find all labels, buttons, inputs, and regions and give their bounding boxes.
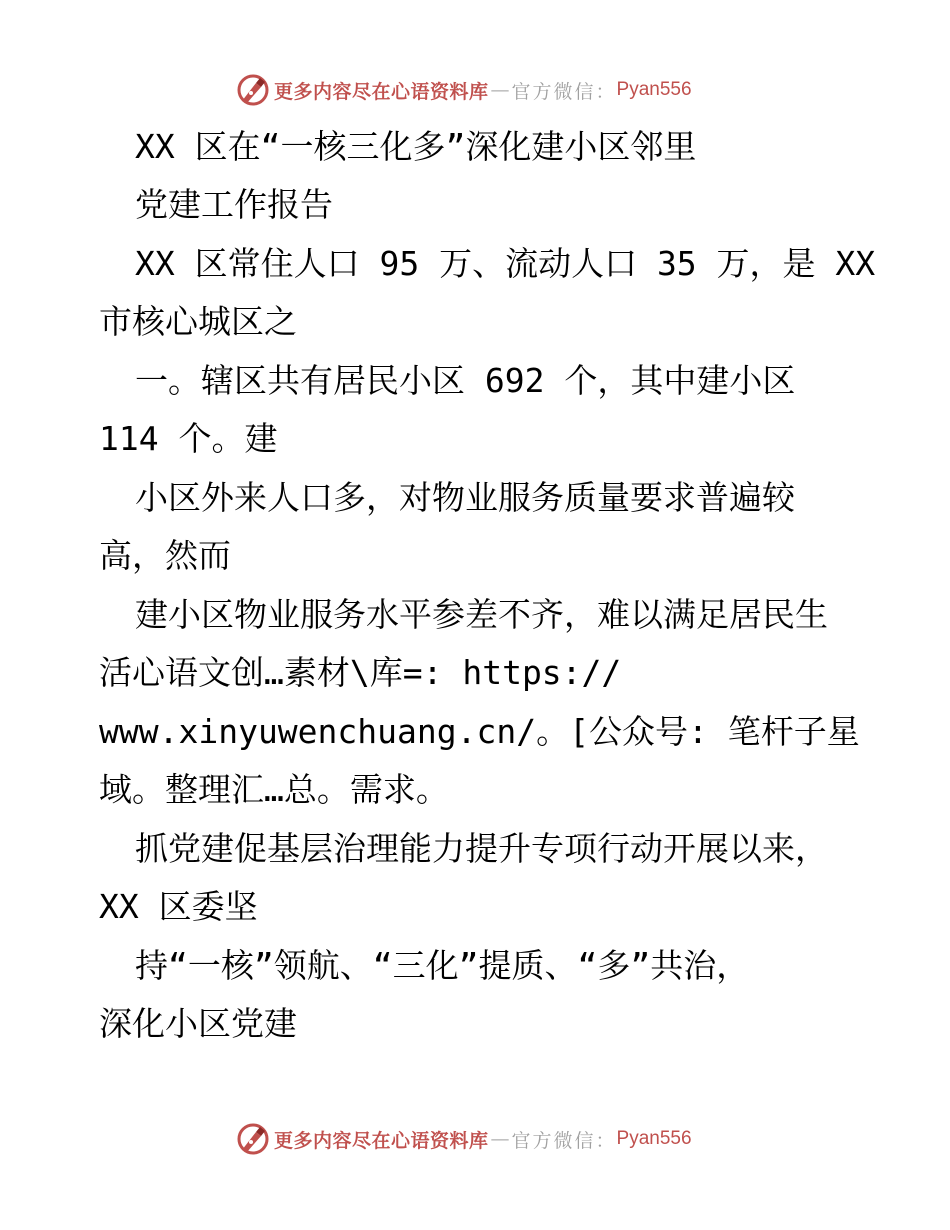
banner-promo-text: 更多内容尽在心语资料库 [274,1129,489,1152]
banner-separator: — [490,79,510,101]
doc-title-line-1: XX 区在“一核三化多”深化建小区邻里 [135,127,697,166]
pen-logo-icon [236,1122,270,1156]
banner-wechat-label: 官方微信： [511,80,617,103]
banner-promo-text: 更多内容尽在心语资料库 [274,80,489,103]
doc-title-line-2: 党建工作报告 [135,185,333,224]
doc-text-line: 114 个。建 [99,419,278,458]
doc-text-line: XX 区常住人口 95 万、流动人口 35 万，是 XX [135,244,876,283]
doc-text-line: 市核心城区之 [99,302,297,341]
doc-text-line: 高，然而 [99,536,231,575]
doc-text-line: 小区外来人口多，对物业服务质量要求普遍较 [135,478,795,517]
banner-wechat-label: 官方微信： [511,1129,617,1152]
doc-text-line: www.xinyuwenchuang.cn/。[公众号: 笔杆子星 [99,712,860,751]
doc-text-line: 建小区物业服务水平参差不齐，难以满足居民生 [135,595,828,634]
banner-separator: — [490,1128,510,1150]
banner-wechat-id: Pyan556 [616,1128,692,1149]
banner-wechat-id: Pyan556 [616,79,692,100]
doc-text-line: 抓党建促基层治理能力提升专项行动开展以来， [135,829,828,868]
doc-text-line: 活心语文创…素材\库=: https:// [99,653,622,692]
footer-banner [236,1122,692,1156]
doc-text-line: 一。辖区共有居民小区 692 个，其中建小区 [135,361,796,400]
doc-text-line: XX 区委坚 [99,887,258,926]
doc-text-line: 深化小区党建 [99,1004,297,1043]
doc-text-line: 域。整理汇…总。需求。 [99,770,449,809]
doc-text-line: 持“一核”领航、“三化”提质、“多”共治， [135,946,750,985]
